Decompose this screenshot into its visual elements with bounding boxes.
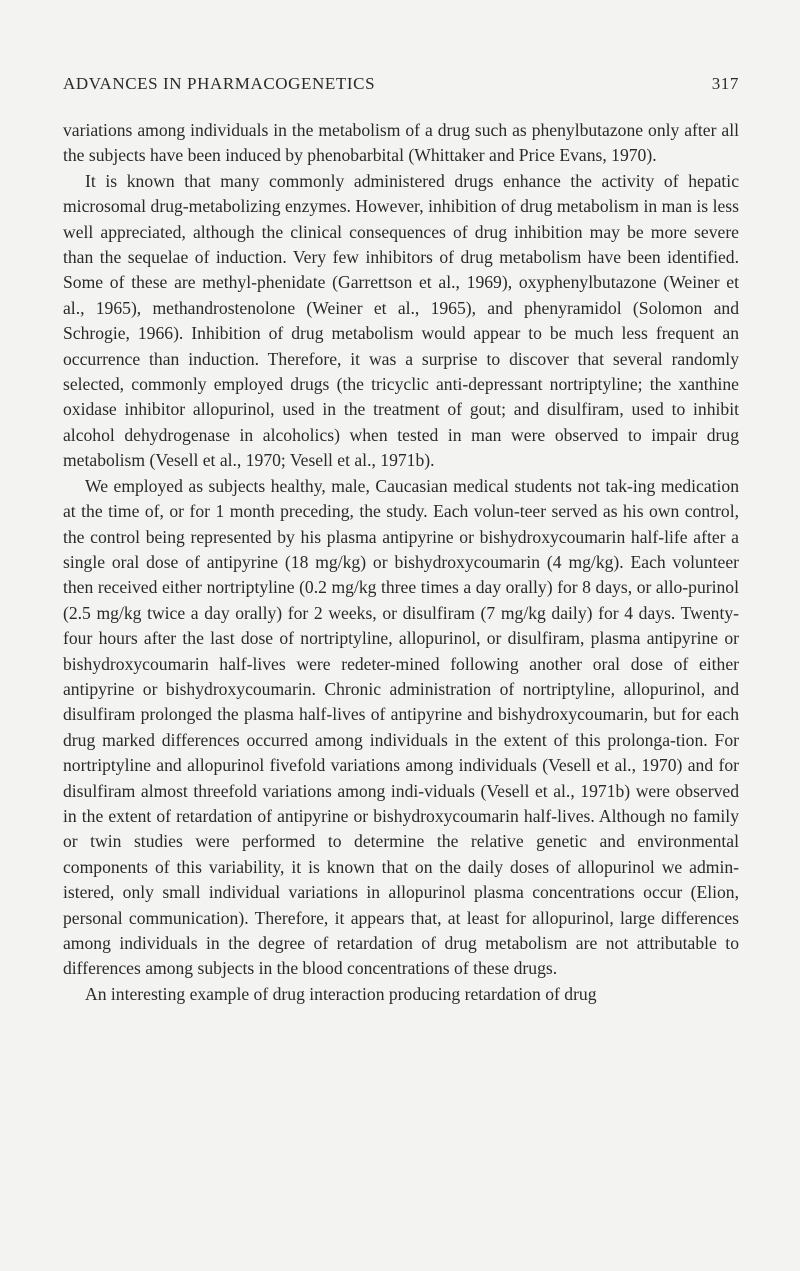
paragraph-interaction-example: An interesting example of drug interaction producing retardation of drug bbox=[85, 983, 597, 1004]
paragraph-continuation: variations among individuals in the metabolism of a drug such as phenylbutazone only after all the subjects have been induced by phenobarbital (Whittaker and Price Evans, 1970). bbox=[63, 120, 739, 166]
paragraph-methods: We employed as subjects healthy, male, Caucasian medical students not tak-ing medication at the time of, or for 1 month preceding, the study. Each volun-teer served as his own control, the control being represented by his plasma antipyrine or bishydroxycoumarin half-life after a single oral dose of antipyrine (18 mg/kg) or bishydroxycoumarin (4 mg/kg). Each volunteer then received either nortriptyline (0.2 mg/kg three times a day orally) for 8 days, or allo-purinol (2.5 mg/kg twice a day orally) for 2 weeks, or disulfiram (7 mg/kg daily) for 4 days. Twenty-four hours after the last dose of nortriptyline, allopurinol, or disulfiram, plasma antipyrine or bishydroxycoumarin half-lives were redeter-mined following another oral dose of either antipyrine or bishydroxycoumarin. Chronic administration of nortriptyline, allopurinol, and disulfiram prolonged the plasma half-lives of antipyrine and bishydroxycoumarin, but for each drug marked differences occurred among individuals in the extent of this prolonga-tion. For nortriptyline and allopurinol fivefold variations among individuals (Vesell et al., 1970) and for disulfiram almost threefold variations among indi-viduals (Vesell et al., 1971b) were observed in the extent of retardation of antipyrine or bishydroxycoumarin half-lives. Although no family or twin studies were performed to determine the relative genetic and environmental components of this variability, it is known that on the daily doses of allopurinol we admin-istered, only small individual variations in allopurinol plasma concentrations occur (Elion, personal communication). Therefore, it appears that, at least for allopurinol, large differences among individuals in the degree of retardation of drug metabolism are not attributable to differences among subjects in the blood concentrations of these drugs. bbox=[63, 475, 739, 979]
paragraph-drug-inhibition: It is known that many commonly administered drugs enhance the activity of hepatic microsomal drug-metabolizing enzymes. However, inhibition of drug metabolism in man is less well appreciated, although the clinical consequences of drug inhibition may be more severe than the sequelae of induction. Very few inhibitors of drug metabolism have been identified. Some of these are methyl-phenidate (Garrettson et al., 1969), oxyphenylbutazone (Weiner et al., 1965), methandrostenolone (Weiner et al., 1965), and phenyramidol (Solomon and Schrogie, 1966). Inhibition of drug metabolism would appear to be much less frequent an occurrence than induction. Therefore, it was a surprise to discover that several randomly selected, commonly employed drugs (the tricyclic anti-depressant nortriptyline; the xanthine oxidase inhibitor allopurinol, used in the treatment of gout; and disulfiram, used to inhibit alcohol dehydrogenase in alcoholics) when tested in man were observed to impair drug metabolism (Vesell et al., 1970; Vesell et al., 1971b). bbox=[63, 170, 739, 471]
running-title: ADVANCES IN PHARMACOGENETICS bbox=[63, 74, 376, 93]
running-header bbox=[63, 74, 739, 94]
body-text bbox=[63, 118, 739, 1007]
page-number: 317 bbox=[711, 74, 739, 93]
